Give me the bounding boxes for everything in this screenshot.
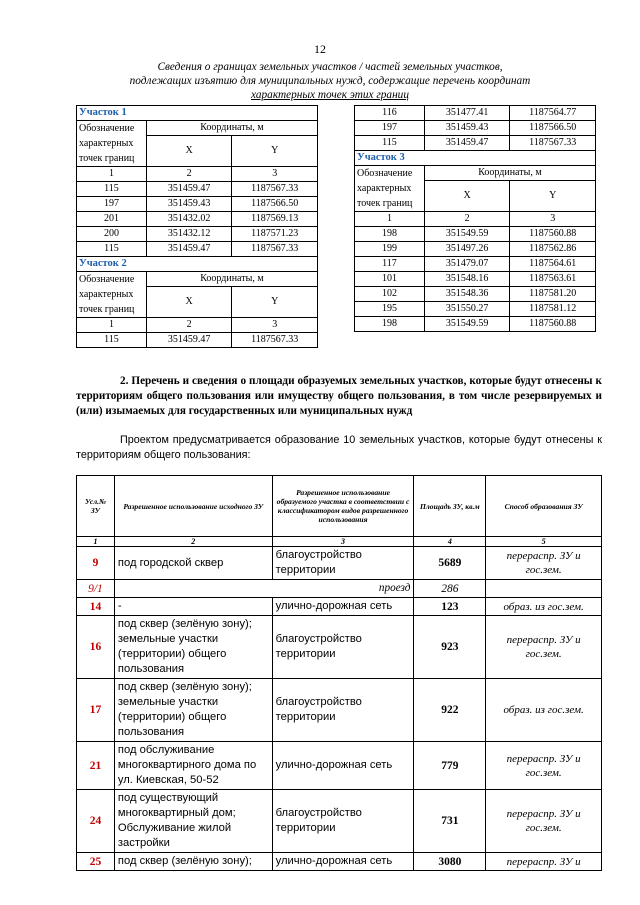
source-use: под сквер (зелёную зону); земельные участки (территории) общего пользования [114,616,272,679]
plot-3-title: Участок 3 [355,151,596,166]
formation-method: перераспр. ЗУ и гос.зем. [486,547,602,580]
table-row: 101 351548.16 1187563.61 [355,272,596,287]
plot-area: 5689 [414,547,486,580]
formation-method: перераспр. ЗУ и гос.зем. [486,616,602,679]
formation-method: перераспр. ЗУ и гос.зем. [486,790,602,853]
table-row [77,616,602,679]
coords-header: Координаты, м [146,121,317,136]
table-row [77,790,602,853]
designation-header: Обозначение характерных точек границ [355,166,425,212]
table-row: 117 351479.07 1187564.61 [355,257,596,272]
table-row [77,853,602,871]
plots-table-header [77,476,602,537]
formed-use: благоустройство территории [272,679,414,742]
caption-line-3: характерных точек этих границ [251,89,409,101]
y-header: Y [510,181,596,212]
header-area: Площадь ЗУ, кв.м [414,476,486,537]
coords-header: Координаты, м [424,166,595,181]
table-row [77,742,602,790]
formed-use: улично-дорожная сеть [272,742,414,790]
table-row: 115 351459.47 1187567.33 [77,182,318,197]
source-use: под сквер (зелёную зону); [114,853,272,871]
x-header: X [146,287,232,318]
plot-2-title: Участок 2 [77,257,318,272]
source-use: под обслуживание многоквартирного дома по ул. Киевская, 50-52 [114,742,272,790]
y-header: Y [232,136,318,167]
plot-area: 731 [414,790,486,853]
x-header: X [146,136,232,167]
header-source-use: Разрешенное использование исходного ЗУ [114,476,272,537]
plot-area: 779 [414,742,486,790]
section-2-paragraph: Проектом предусматривается образование 10 земельных участков, которые будут отнесены к территориям общего пользования: [76,434,602,461]
source-use: - [114,598,272,616]
table-row: 199 351497.26 1187562.86 [355,242,596,257]
page-number: 12 [314,42,326,56]
source-use: под городской сквер [114,547,272,580]
table-row: 197 351459.43 1187566.50 [77,197,318,212]
table-row: 115 351459.47 1187567.33 [77,242,318,257]
plot-area: 3080 [414,853,486,871]
table-row: 195 351550.27 1187581.12 [355,302,596,317]
formed-use: благоустройство территории [272,547,414,580]
plot-area: 922 [414,679,486,742]
formation-method: образ. из гос.зем. [486,679,602,742]
header-method: Способ образования ЗУ [486,476,602,537]
caption-line-1: Сведения о границах земельных участков / частей земельных участков, [157,61,503,73]
table-row: 115 351459.47 1187567.33 [355,136,596,151]
coordinates-caption [80,60,580,102]
table-row: 102 351548.36 1187581.20 [355,287,596,302]
source-use: под сквер (зелёную зону); земельные участки (территории) общего пользования [114,679,272,742]
plot-number: 17 [77,679,115,742]
designation-header: Обозначение характерных точек границ [77,121,147,167]
formation-method: образ. из гос.зем. [486,598,602,616]
table-row: 116 351477.41 1187564.77 [355,106,596,121]
plot-number: 21 [77,742,115,790]
source-use: под существующий многоквартирный дом; Обслуживание жилой застройки [114,790,272,853]
col-number-row: 1 2 3 4 5 [77,537,602,547]
formed-use: улично-дорожная сеть [272,853,414,871]
table-row: 200 351432.12 1187571.23 [77,227,318,242]
y-header: Y [232,287,318,318]
col-number-row: 1 2 3 [77,167,318,182]
header-num: Усл.№ ЗУ [77,476,115,537]
table-row: 197 351459.43 1187566.50 [355,121,596,136]
table-row [77,679,602,742]
plot-number: 9/1 [77,580,115,598]
coord-table-right [354,105,596,332]
table-row [77,598,602,616]
section-2-heading: 2. Перечень и сведения о площади образуемых земельных участков, которые будут отнесены к территориям общего пользования или имуществу общего пользования, в том числе резервируемых и (или) изымаемых для государственных или муниципальных нужд [76,375,602,417]
caption-line-2: подлежащих изъятию для муниципальных нужд, содержащие перечень координат [129,75,531,87]
plot-number: 9 [77,547,115,580]
plot-number: 14 [77,598,115,616]
table-row: 198 351549.59 1187560.88 [355,317,596,332]
col-number-row: 1 2 3 [77,318,318,333]
plot-1-title: Участок 1 [77,106,318,121]
coords-header: Координаты, м [146,272,317,287]
table-row: 115 351459.47 1187567.33 [77,333,318,348]
plot-number: 25 [77,853,115,871]
designation-header: Обозначение характерных точек границ [77,272,147,318]
table-row: 201 351432.02 1187569.13 [77,212,318,227]
formed-use: благоустройство территории [272,616,414,679]
plot-number: 24 [77,790,115,853]
formation-method: перераспр. ЗУ и [486,853,602,871]
formed-use: улично-дорожная сеть [272,598,414,616]
sub-plot-label: проезд [114,580,413,598]
plot-area: 923 [414,616,486,679]
plot-area: 286 [414,580,486,598]
header-formed-use: Разрешенное использование образуемого участка в соответствии с классификатором видов разрешенного использования [272,476,414,537]
coord-table-left [76,105,318,348]
table-row: 198 351549.59 1187560.88 [355,227,596,242]
formed-use: благоустройство территории [272,790,414,853]
plots-table [76,475,602,871]
x-header: X [424,181,510,212]
plot-area: 123 [414,598,486,616]
table-row [77,580,602,598]
col-number-row: 1 2 3 [355,212,596,227]
formation-method: перераспр. ЗУ и гос.зем. [486,742,602,790]
plot-number: 16 [77,616,115,679]
table-row [77,547,602,580]
